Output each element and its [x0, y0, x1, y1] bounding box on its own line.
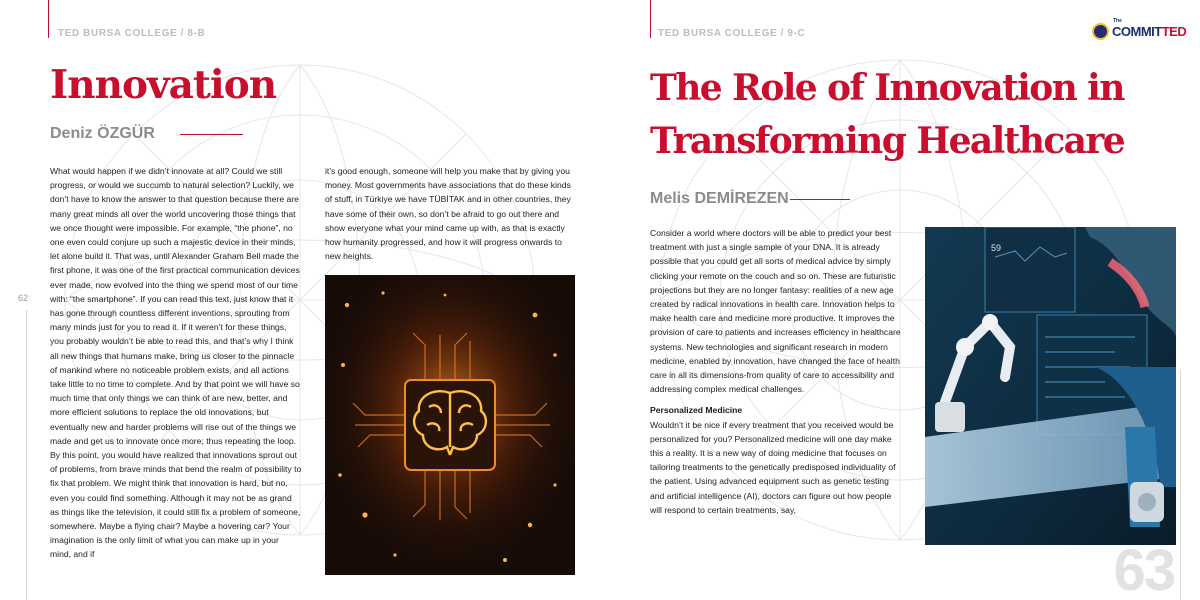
left-page-number: 62	[18, 293, 29, 303]
ai-brain-chip-image	[325, 275, 575, 575]
logo-ted: TED	[1161, 24, 1187, 39]
right-body-column	[650, 226, 902, 517]
left-body-column-1	[50, 164, 302, 562]
article-title-healthcare	[650, 62, 1124, 168]
article-title-innovation: Innovation	[50, 62, 277, 108]
left-body-column-2	[325, 164, 575, 263]
right-header-rule	[650, 0, 651, 38]
right-page-number: 63	[1113, 538, 1174, 600]
right-section-paragraph: Wouldn’t it be nice if every treatment that you received would be personalized for you? Personalized medicine will one day make this a reality. It is a new way of doing medicine that focuses on tailoring treatments to the genetically predisposed individuality of the patient. Using advanced equipment such as genetic testing and artificial intelligence (AI), doctors can figure out how people will respond to certain treatments, say,	[650, 419, 896, 515]
monitor-readout: 59	[991, 243, 1002, 253]
left-author-rule	[180, 134, 243, 135]
left-header-label: TED BURSA COLLEGE / 8-B	[58, 28, 206, 39]
subheading-personalized-medicine: Personalized Medicine	[650, 405, 743, 416]
robotic-surgery-image	[925, 227, 1176, 545]
the-committed-logo[interactable]	[1092, 18, 1187, 40]
right-header-label: TED BURSA COLLEGE / 9-C	[658, 28, 806, 39]
left-header-rule	[48, 0, 49, 38]
left-paragraph-2: it’s good enough, someone will help you make that by giving you money. Most governments have associations that do these kinds of stuff, in Türkiye we have TÜBİTAK and in other countries, they have some of their own, so don’t be afraid to go out there and show everyone what your mind came up with, as that is exactly how humanity progressed, and how it will progress onwards to new heights.	[325, 166, 571, 262]
ted-seal-icon	[1092, 23, 1109, 40]
logo-the: The	[1113, 18, 1122, 24]
left-paragraph-1: What would happen if we didn’t innovate at all? Could we still progress, or would we succumb to natural selection? Luckily, we don’t have to know the answer to that question because there are many great minds all over the world uncovering those things that we once thought were impossible. For example, “the phone”, no one even could conjure up such a majestic device in their minds, let alone build it. That was, until Alexander Graham Bell made the first phone, it was one of the first practical communication devices ever made, now evolved into the thing we spend most of our time with: “the smartphone”. If you can read this text, just know that it has gone through countless different inventions, sprouting from many minds just for you to read it. If it weren’t for these things, you probably wouldn’t be able to read this, and that’s why I think all new things that humans make, bring us closer to the pinnacle of mankind where no noticeable problem exists, and all actions take little to no time to complete. And by that point we will have so much time that only things we can think of are new, better, and more efficient solutions to replace the old innovations, but eventually new and harder problems will rise out of the things we made and get us to innovate once more; thus repeating the loop. By this point, you would have realized that innovations sprout out of problems, from brave minds that bend the realm of possibility to fix that problem. We might think that innovation is hard, but no, even you could find something. Although it may not be as grand as things like the television, it could still fix a problem of someone, somewhere. Maybe a flying chair? Maybe a hovering car? Your imagination is the only limit of what you can make up in your mind, and if	[50, 166, 302, 560]
right-author-name: Melis DEMİREZEN	[650, 190, 789, 207]
title-line-2: Transforming Healthcare	[650, 120, 1125, 162]
title-line-1: The Role of Innovation in	[650, 67, 1124, 109]
left-author-name: Deniz ÖZGÜR	[50, 125, 155, 142]
logo-wordmark	[1112, 18, 1187, 39]
logo-commit: COMMIT	[1112, 24, 1162, 39]
right-page-edge	[1180, 370, 1181, 600]
left-page-edge	[26, 310, 27, 600]
right-author-rule	[790, 199, 850, 200]
right-intro-paragraph: Consider a world where doctors will be able to predict your best treatment with just a single sample of your DNA. It is already possible that you could get all sorts of medical advice by simply clicking your remote on the couch and so on. These are futuristic projections but they are no longer fantasy: realities of a new age created by radical innovations in health care. Innovation helps to make health care and medicine more productive. It improves the provision of care to patients and increases efficiency in healthcare systems. New technologies and significant research in modern medicine, enabled by innovation, have changed the face of health care in all its dimensions-from quality of care to accessibility and addressing complex medical challenges.	[650, 228, 901, 395]
